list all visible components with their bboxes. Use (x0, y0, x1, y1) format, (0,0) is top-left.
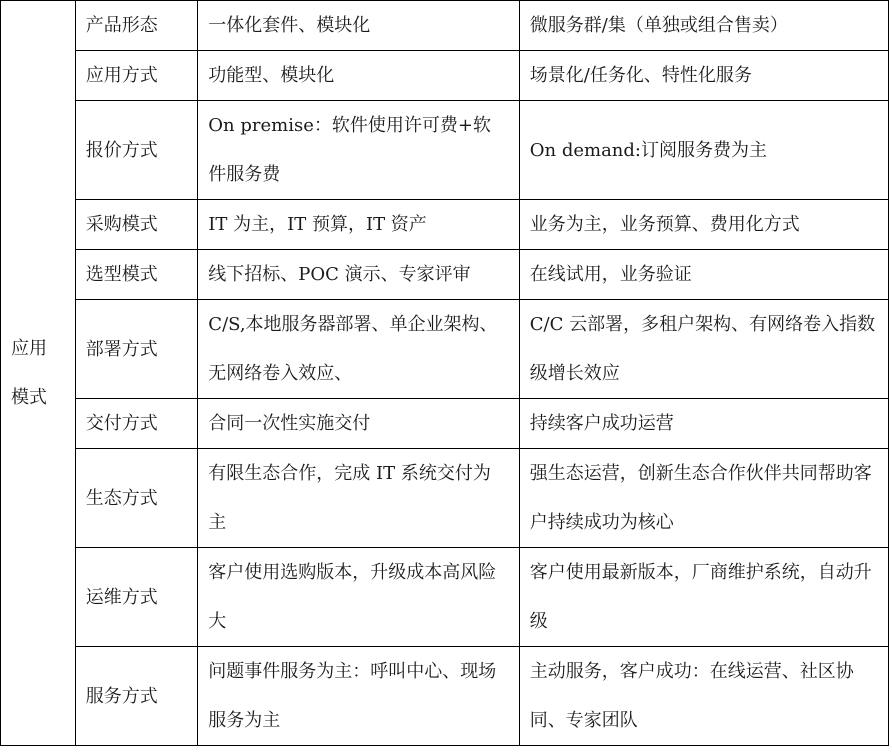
dimension-cell: 服务方式 (75, 647, 198, 746)
traditional-cell: 客户使用选购版本，升级成本高风险大 (198, 548, 519, 647)
dimension-cell: 交付方式 (75, 399, 198, 449)
dimension-cell: 采购模式 (75, 200, 198, 250)
table-row (1, 101, 889, 200)
dimension-cell: 报价方式 (75, 101, 198, 200)
table-row (1, 399, 889, 449)
table-row (1, 647, 889, 746)
saas-cell: 持续客户成功运营 (519, 399, 888, 449)
dimension-cell: 部署方式 (75, 300, 198, 399)
saas-cell: 强生态运营，创新生态合作伙伴共同帮助客户持续成功为核心 (519, 449, 888, 548)
traditional-cell: 有限生态合作，完成 IT 系统交付为主 (198, 449, 519, 548)
dimension-cell: 生态方式 (75, 449, 198, 548)
table-row (1, 300, 889, 399)
dimension-cell: 应用方式 (75, 51, 198, 101)
saas-cell: 客户使用最新版本，厂商维护系统，自动升级 (519, 548, 888, 647)
group-cell (1, 1, 76, 746)
table-row (1, 250, 889, 300)
table-row (1, 548, 889, 647)
group-label-line2: 模式 (11, 387, 47, 408)
dimension-cell: 选型模式 (75, 250, 198, 300)
traditional-cell: C/S,本地服务器部署、单企业架构、无网络卷入效应、 (198, 300, 519, 399)
table-row (1, 51, 889, 101)
group-label-line1: 应用 (11, 338, 47, 359)
table-row (1, 1, 889, 51)
traditional-cell: 功能型、模块化 (198, 51, 519, 101)
traditional-cell: 合同一次性实施交付 (198, 399, 519, 449)
dimension-cell: 运维方式 (75, 548, 198, 647)
dimension-cell: 产品形态 (75, 1, 198, 51)
saas-cell: 主动服务，客户成功：在线运营、社区协同、专家团队 (519, 647, 888, 746)
saas-cell: On demand:订阅服务费为主 (519, 101, 888, 200)
traditional-cell: 问题事件服务为主：呼叫中心、现场服务为主 (198, 647, 519, 746)
table-row (1, 449, 889, 548)
traditional-cell: 线下招标、POC 演示、专家评审 (198, 250, 519, 300)
saas-cell: 业务为主，业务预算、费用化方式 (519, 200, 888, 250)
table-row (1, 200, 889, 250)
saas-cell: C/C 云部署，多租户架构、有网络卷入指数级增长效应 (519, 300, 888, 399)
traditional-cell: 一体化套件、模块化 (198, 1, 519, 51)
traditional-cell: IT 为主，IT 预算，IT 资产 (198, 200, 519, 250)
traditional-cell: On premise：软件使用许可费+软件服务费 (198, 101, 519, 200)
saas-cell: 在线试用，业务验证 (519, 250, 888, 300)
saas-cell: 场景化/任务化、特性化服务 (519, 51, 888, 101)
saas-cell: 微服务群/集（单独或组合售卖） (519, 1, 888, 51)
